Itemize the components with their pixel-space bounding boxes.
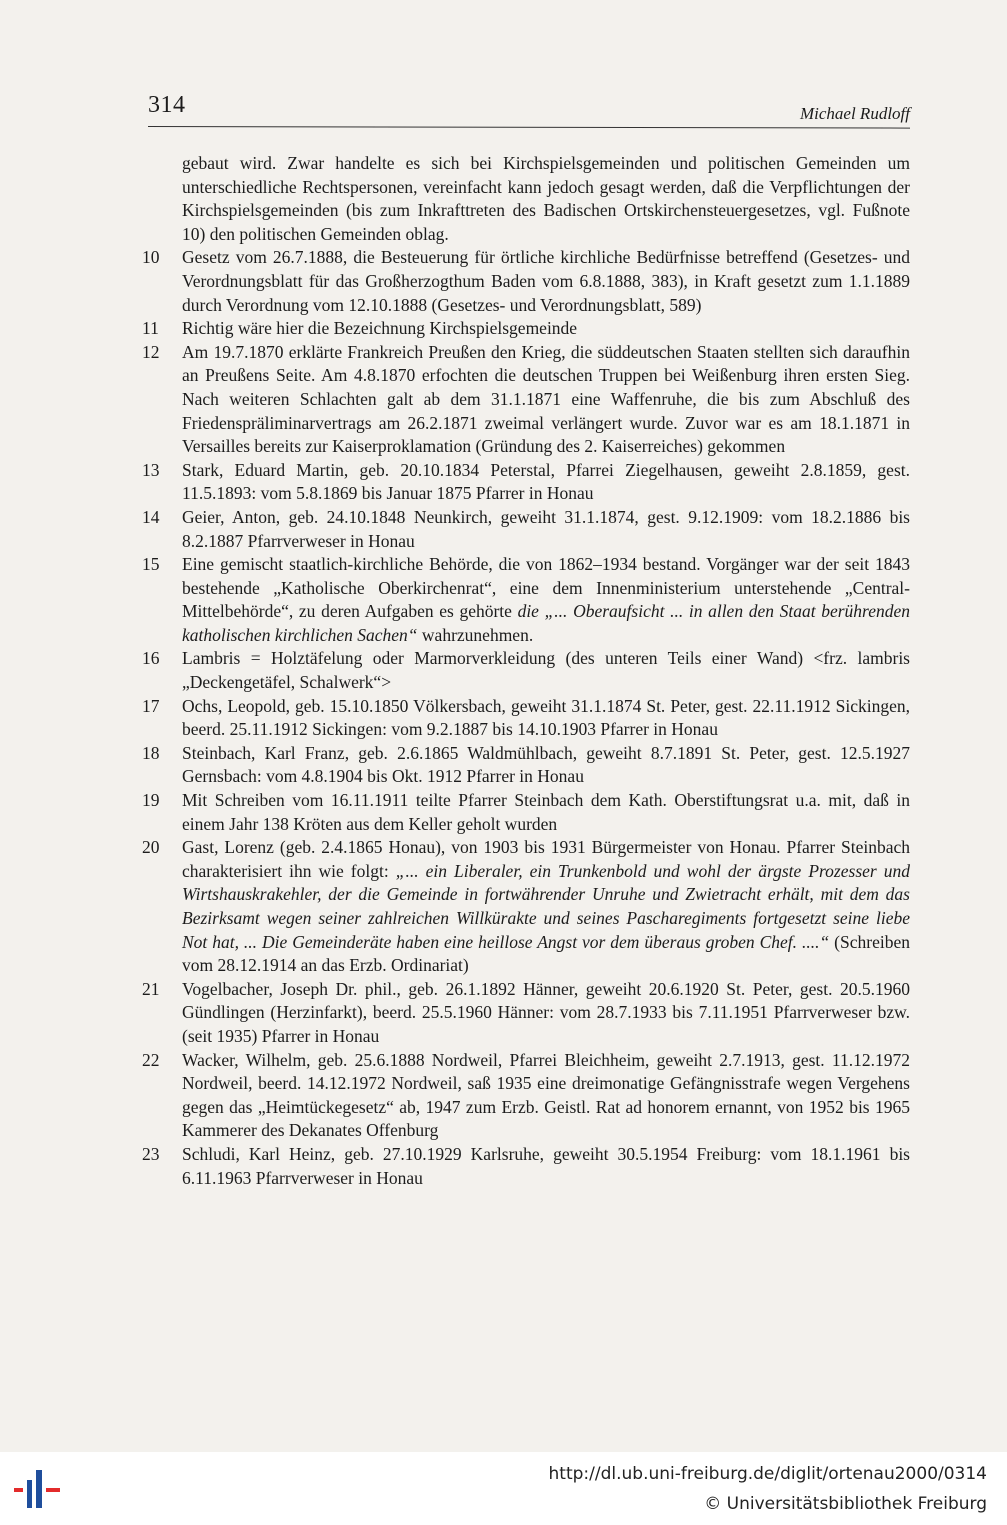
footnote-17	[140, 695, 910, 742]
footnote-15	[140, 553, 910, 647]
footnote-number: 10	[142, 247, 160, 268]
footnote-21	[140, 978, 910, 1049]
footnote-quote: „... ein Liberaler, ein Trunkenbold und wohl der ärgste Prozesser und Wirtshauskrakehler, der die Gemeinde in fortwährender Unruhe und Zwietracht erhält, mit dem das Bezirksamt wegen seiner zahlreichen Willkürakte und seines Pascharegiments fortgesetzt seine liebe Not hat, ... Die Gemeinderäte haben eine heillose Angst vor dem überaus groben Chef. ....“	[182, 860, 910, 952]
footnote-text: Gesetz vom 26.7.1888, die Besteuerung für örtliche kirchliche Bedürfnisse betreffend (Gesetzes- und Verordnungsblatt für das Großherzogthum Baden vom 6.8.1888, 383), in Kraft gesetzt zum 1.1.1889 durch Verordnung vom 12.10.1888 (Gesetzes- und Verordnungsblatt, 589)	[182, 247, 910, 315]
footnote-number: 14	[142, 506, 160, 527]
footnote-number: 18	[142, 742, 160, 763]
footnote-text	[182, 836, 910, 978]
footnote-number: 15	[142, 554, 160, 575]
footnote-text: Ochs, Leopold, geb. 15.10.1850 Völkersbach, geweiht 31.1.1874 St. Peter, gest. 22.11.1912 Sickingen, beerd. 25.11.1912 Sickingen: vom 9.2.1887 bis 14.10.1903 Pfarrer in Honau	[182, 695, 910, 740]
footnote-text: Mit Schreiben vom 16.11.1911 teilte Pfarrer Steinbach dem Kath. Oberstiftungsrat u.a. mit, daß in einem Jahr 138 Kröten aus dem Keller geholt wurden	[182, 790, 910, 834]
ub-freiburg-logo-icon[interactable]	[14, 1468, 64, 1512]
footnote-text: Steinbach, Karl Franz, geb. 2.6.1865 Waldmühlbach, geweiht 8.7.1891 St. Peter, gest. 12.5.1927 Gernsbach: vom 4.8.1904 bis Okt. 1912 Pfarrer in Honau	[182, 742, 910, 787]
footnote-text: Stark, Eduard Martin, geb. 20.10.1834 Peterstal, Pfarrei Ziegelhausen, geweiht 2.8.1859, gest. 11.5.1893: vom 5.8.1869 bis Januar 1875 Pfarrer in Honau	[182, 459, 910, 504]
footnote-text-part: wahrzunehmen.	[417, 624, 534, 645]
running-head-author: Michael Rudloff	[799, 104, 910, 123]
footnote-number: 16	[142, 648, 160, 669]
footnote-number: 21	[142, 978, 160, 999]
footnote-number: 20	[142, 837, 160, 858]
footnotes	[140, 152, 910, 1190]
footnote-number: 23	[142, 1143, 160, 1164]
footnote-23	[140, 1143, 910, 1190]
footnote-text: Richtig wäre hier die Bezeichnung Kirchspielsgemeinde	[182, 318, 578, 339]
footnote-text: Lambris = Holztäfelung oder Marmorverkleidung (des unteren Teils einer Wand) <frz. lambris „Deckengetäfel, Schalwerk“>	[182, 648, 910, 693]
footnote-19	[140, 789, 910, 836]
copyright-notice: © Universitätsbibliothek Freiburg	[704, 1494, 987, 1514]
footnote-text: Vogelbacher, Joseph Dr. phil., geb. 26.1.1892 Hänner, geweiht 20.6.1920 St. Peter, gest. 20.5.1960 Gündlingen (Herzinfarkt), beerd. 25.5.1960 Hänner: vom 28.7.1933 bis 7.11.1951 Pfarrverweser bzw. (seit 1935) Pfarrer in Honau	[182, 978, 910, 1046]
page-number: 314	[148, 92, 186, 118]
footnote-number: 11	[142, 318, 159, 339]
footnote-10	[140, 246, 910, 317]
viewer-footer	[0, 1452, 1007, 1525]
footnote-text-part: Gast, Lorenz (geb. 2.4.1865 Honau), von 1903 bis 1931 Bürgermeister von Honau. Pfarrer Steinbach charakterisiert ihn wie folgt:	[182, 837, 910, 881]
footnote-20	[140, 836, 910, 978]
footnote-text	[182, 553, 910, 647]
footnote-text: Schludi, Karl Heinz, geb. 27.10.1929 Karlsruhe, geweiht 30.5.1954 Freiburg: vom 18.1.1961 bis 6.11.1963 Pfarrverweser in Honau	[182, 1143, 910, 1188]
footnote-12	[140, 341, 910, 459]
footnote-quote: die „... Oberaufsicht ... in allen den Staat berührenden katholischen kirchlichen Sachen“	[182, 601, 910, 645]
footnote-text-part: (Schreiben vom 28.12.1914 an das Erzb. Ordinariat)	[182, 931, 910, 976]
page-header	[148, 92, 910, 128]
footnote-number: 17	[142, 695, 160, 716]
footnote-22	[140, 1049, 910, 1143]
footnote-13	[140, 459, 910, 506]
footnote-18	[140, 742, 910, 789]
footnote-continuation	[140, 152, 910, 246]
footnote-14	[140, 506, 910, 553]
permalink-url[interactable]: http://dl.ub.uni-freiburg.de/diglit/ortenau2000/0314	[548, 1464, 987, 1484]
footnote-16	[140, 647, 910, 694]
footnote-text-part: Eine gemischt staatlich-kirchliche Behörde, die von 1862–1934 bestand. Vorgänger war der seit 1843 bestehende „Katholische Oberkirchenrat“, eine dem Innenministerium unterstehende „Central-Mittelbehörde“, zu deren Aufgaben es gehörte	[182, 554, 910, 622]
footnote-11	[140, 317, 910, 341]
footnote-text: Geier, Anton, geb. 24.10.1848 Neunkirch, geweiht 31.1.1874, gest. 9.12.1909: vom 18.2.1886 bis 8.2.1887 Pfarrverweser in Honau	[182, 506, 910, 551]
footnote-text: Wacker, Wilhelm, geb. 25.6.1888 Nordweil, Pfarrei Bleichheim, geweiht 2.7.1913, gest. 11.12.1972 Nordweil, beerd. 14.12.1972 Nordweil, saß 1935 eine dreimonatige Gefängnisstrafe wegen Vergehens gegen das „Heimtückegesetz“ ab, 1947 zum Erzb. Geistl. Rat ad honorem ernannt, von 1952 bis 1965 Kammerer des Dekanates Offenburg	[182, 1049, 910, 1141]
footnote-text: Am 19.7.1870 erklärte Frankreich Preußen den Krieg, die süddeutschen Staaten stellten sich daraufhin an Preußens Seite. Am 4.8.1870 erfochten die deutschen Truppen bei Weißenburg ihren ersten Sieg. Nach weiteren Schlachten galt ab dem 31.1.1871 eine Waffenruhe, die bis zum Abschluß des Friedenspräliminarvertrags am 26.2.1871 zweimal verlängert wurde. Zuvor war es am 18.1.1871 in Versailles bereits zur Kaiserproklamation (Gründung des 2. Kaiserreiches) gekommen	[182, 341, 910, 457]
footnote-number: 19	[142, 790, 160, 811]
footnote-text: gebaut wird. Zwar handelte es sich bei Kirchspielsgemeinden und politischen Gemeinden um unterschiedliche Rechtspersonen, vereinfacht kann jedoch gesagt werden, daß die Verpflichtungen der Kirchspielsgemeinden (bis zum Inkrafttreten des Badischen Ortskirchensteuergesetzes, vgl. Fußnote 10) den politischen Gemeinden oblag.	[182, 153, 910, 244]
footnote-number: 13	[142, 459, 160, 480]
footnote-number: 22	[142, 1049, 160, 1070]
footnote-number: 12	[142, 341, 160, 362]
